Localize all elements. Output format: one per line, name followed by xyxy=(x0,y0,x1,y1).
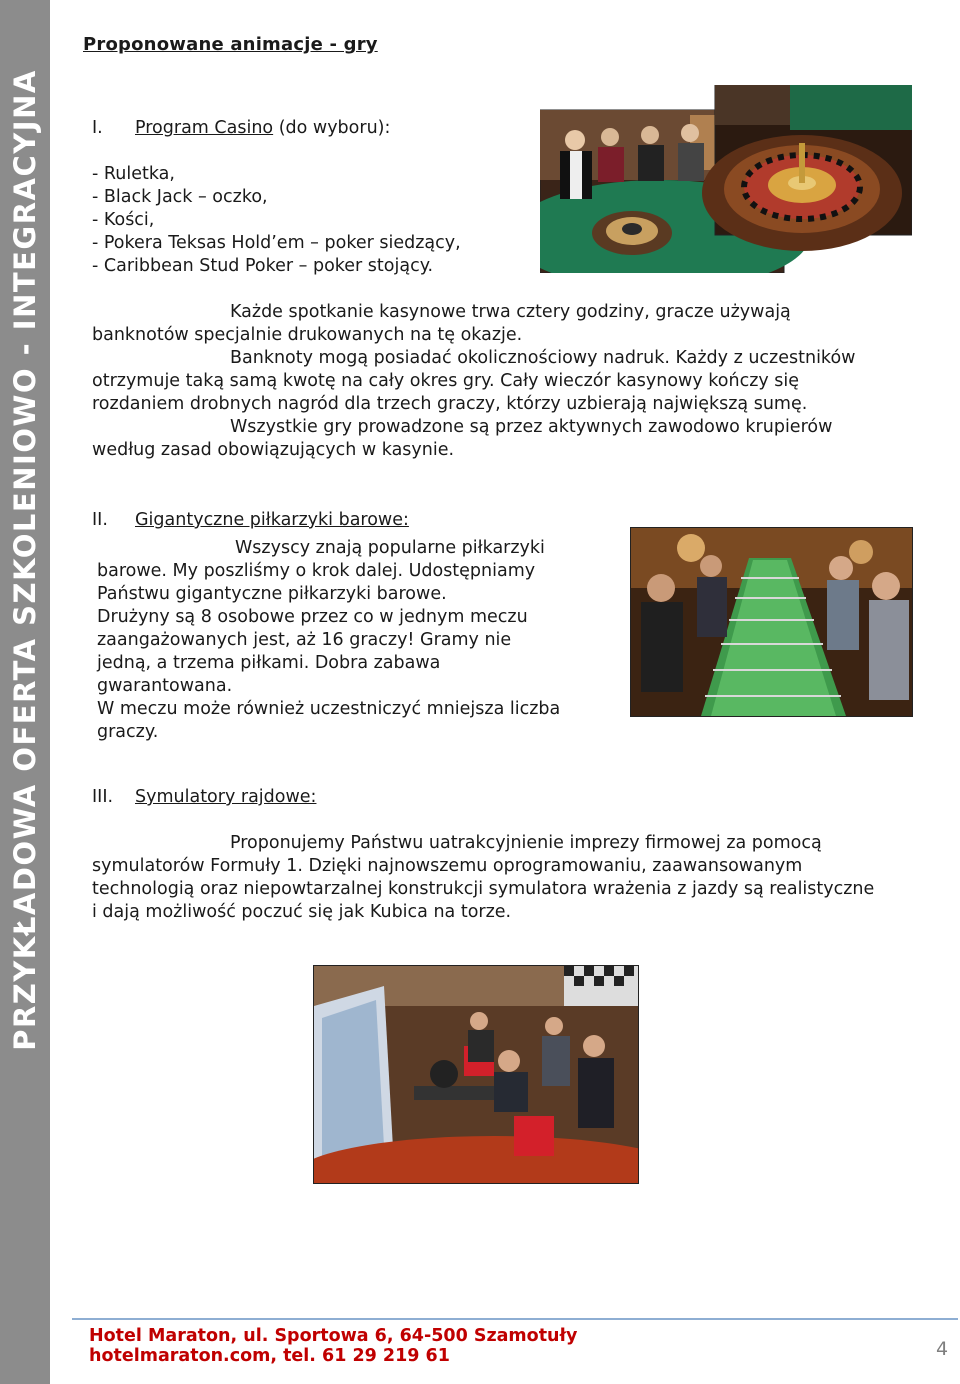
section2-paragraph xyxy=(97,537,617,744)
sidebar xyxy=(0,0,50,1384)
paragraph-line: barowe. My poszliśmy o krok dalej. Udostępniamy xyxy=(97,561,536,581)
paragraph-line: graczy. xyxy=(97,722,159,742)
paragraph-line: zaangażowanych jest, aż 16 graczy! Gramy nie xyxy=(97,630,512,650)
footer-rule xyxy=(72,1318,958,1320)
simulator-photo-illustration xyxy=(314,966,638,1183)
paragraph-line: i dają możliwość poczuć się jak Kubica na torze. xyxy=(92,902,512,922)
section1-title-suffix: (do wyboru): xyxy=(273,118,391,138)
paragraph-line: otrzymuje taką samą kwotę na cały okres gry. Cały wieczór kasynowy kończy się xyxy=(92,371,800,391)
paragraph-line: gwarantowana. xyxy=(97,676,233,696)
list-item: - Black Jack – oczko, xyxy=(92,187,268,207)
section3-number: III. xyxy=(92,787,114,807)
paragraph-line: Państwu gigantyczne piłkarzyki barowe. xyxy=(97,584,447,604)
list-item: - Kości, xyxy=(92,210,155,230)
paragraph-line: technologią oraz niepowtarzalnej konstrukcji symulatora wrażenia z jazdy są realistyczne xyxy=(92,879,875,899)
section2-title: Gigantyczne piłkarzyki barowe: xyxy=(135,510,409,530)
casino-photo xyxy=(540,85,912,273)
paragraph-line: Każde spotkanie kasynowe trwa cztery godziny, gracze używają xyxy=(230,302,791,322)
paragraph-line: jedną, a trzema piłkami. Dobra zabawa xyxy=(97,653,441,673)
paragraph-line: symulatorów Formuły 1. Dzięki najnowszemu oprogramowaniu, zaawansowanym xyxy=(92,856,803,876)
games-list xyxy=(92,163,461,278)
section1-number: I. xyxy=(92,118,103,138)
paragraph-line: rozdaniem drobnych nagród dla trzech graczy, którzy uzbierają największą sumę. xyxy=(92,394,808,414)
paragraph-line: Banknoty mogą posiadać okolicznościowy nadruk. Każdy z uczestników xyxy=(230,348,856,368)
section2-number: II. xyxy=(92,510,108,530)
section1-paragraph xyxy=(92,301,932,462)
paragraph-line: Wszyscy znają popularne piłkarzyki xyxy=(235,538,545,558)
footer-address: Hotel Maraton, ul. Sportowa 6, 64-500 Szamotuły xyxy=(89,1326,578,1346)
foosball-photo-illustration xyxy=(631,528,912,716)
footer-contact: hotelmaraton.com, tel. 61 29 219 61 xyxy=(89,1346,450,1366)
section1-heading xyxy=(92,118,492,142)
foosball-photo xyxy=(630,527,913,717)
section3-heading xyxy=(92,787,492,811)
paragraph-line: według zasad obowiązujących w kasynie. xyxy=(92,440,455,460)
sidebar-title: PRZYKŁADOWA OFERTA SZKOLENIOWO - INTEGRACYJNA xyxy=(8,69,42,1051)
section3-title: Symulatory rajdowe: xyxy=(135,787,317,807)
paragraph-line: Wszystkie gry prowadzone są przez aktywnych zawodowo krupierów xyxy=(230,417,833,437)
casino-photo-illustration xyxy=(540,85,912,273)
footer xyxy=(89,1326,577,1366)
list-item: - Ruletka, xyxy=(92,164,175,184)
paragraph-line: Drużyny są 8 osobowe przez co w jednym meczu xyxy=(97,607,528,627)
page-number: 4 xyxy=(936,1338,949,1360)
simulator-photo xyxy=(313,965,639,1184)
section1-title-wrap xyxy=(135,118,390,138)
list-item: - Pokera Teksas Hold’em – poker siedzący, xyxy=(92,233,461,253)
section2-heading xyxy=(92,510,492,534)
list-item: - Caribbean Stud Poker – poker stojący. xyxy=(92,256,434,276)
paragraph-line: banknotów specjalnie drukowanych na tę okazje. xyxy=(92,325,523,345)
section3-paragraph xyxy=(92,832,952,924)
section1-title: Program Casino xyxy=(135,118,274,138)
page-title: Proponowane animacje - gry xyxy=(83,34,378,55)
paragraph-line: W meczu może również uczestniczyć mniejsza liczba xyxy=(97,699,561,719)
paragraph-line: Proponujemy Państwu uatrakcyjnienie imprezy firmowej za pomocą xyxy=(230,833,822,853)
